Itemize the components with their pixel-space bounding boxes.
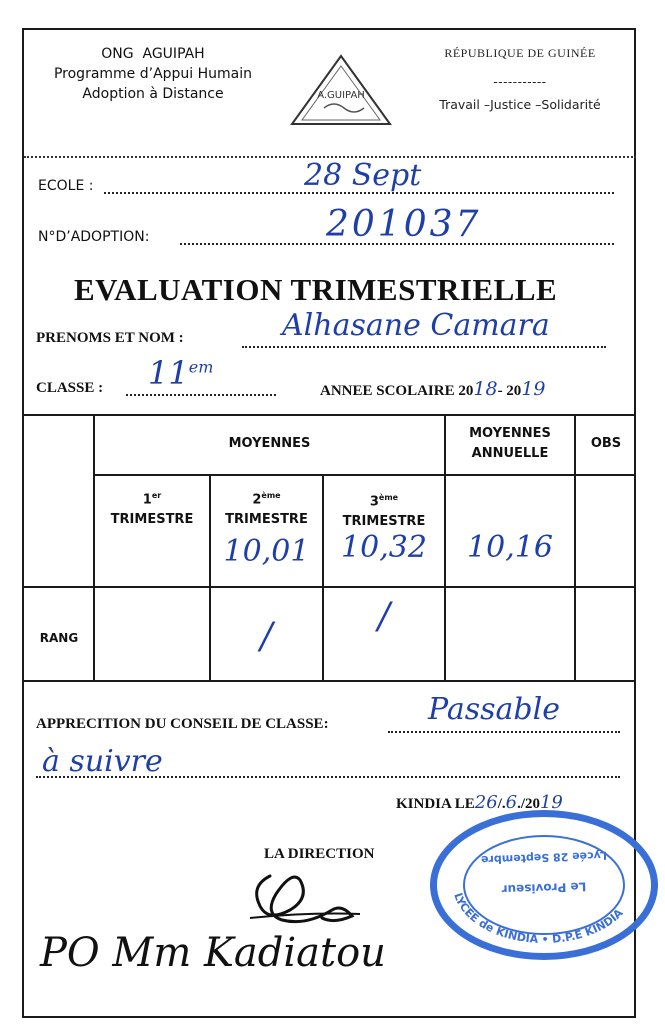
signature-icon — [230, 866, 370, 930]
place-label: KINDIA LE — [396, 796, 475, 812]
org-name: ONG AGUIPAH — [101, 46, 205, 62]
annee-end: 19 — [521, 378, 546, 400]
classe-dotline — [126, 394, 276, 396]
rang-label: RANG — [39, 631, 79, 645]
school-stamp — [430, 810, 658, 960]
stamp-text: A.GUIPAH — [317, 90, 365, 101]
t1-label: TRIMESTRE — [110, 512, 194, 528]
t2-num: 2 — [252, 492, 262, 508]
country-block — [410, 46, 630, 112]
grade-t2: 10,01 — [223, 534, 310, 569]
date-month: 6 — [505, 792, 518, 813]
t1-num: 1 — [142, 492, 152, 508]
direction-label: LA DIRECTION — [264, 846, 375, 862]
rang-t2: / — [260, 616, 273, 657]
header-moyennes: MOYENNES — [228, 436, 311, 451]
country-dashes: ----------- — [493, 75, 547, 89]
appreciation-dotline — [388, 731, 620, 733]
country-motto: Travail –Justice –Solidarité — [439, 97, 601, 112]
header-moyennes-annuelle — [446, 424, 574, 464]
annee-start: 18 — [473, 378, 498, 400]
po-signature-note: PO Mm Kadiatou — [40, 930, 386, 976]
name-dotline — [242, 346, 606, 348]
header-trimestre-3 — [324, 488, 444, 532]
name-label: PRENOMS ET NOM : — [36, 330, 184, 346]
name-value: Alhasane Camara — [282, 308, 550, 343]
date-day: 26 — [474, 792, 498, 813]
triangle-stamp-icon — [288, 52, 394, 128]
rang-t3: / — [377, 596, 391, 637]
grade-t3: 10,32 — [341, 530, 427, 565]
org-adoption: Adoption à Distance — [82, 86, 224, 102]
appreciation-value: Passable — [428, 692, 560, 727]
ecole-value: 28 Sept — [304, 158, 422, 193]
t2-sup: ème — [261, 491, 281, 500]
header-trimestre-1 — [95, 486, 209, 530]
annee-label: ANNEE SCOLAIRE 20 — [320, 383, 474, 399]
t3-sup: ème — [378, 493, 399, 502]
t3-label: TRIMESTRE — [342, 514, 426, 530]
appreciation-line2: à suivre — [42, 744, 163, 779]
header-trimestre-2 — [211, 486, 322, 530]
adoption-label: N°D’ADOPTION: — [38, 229, 150, 245]
stamp-top-text: Lycée 28 Septembre — [480, 848, 608, 867]
org-program: Programme d’Appui Humain — [53, 66, 253, 82]
t2-label: TRIMESTRE — [225, 512, 308, 528]
classe-sup: em — [188, 357, 214, 377]
date-block: KINDIA LE26/.6./2019 — [396, 792, 563, 813]
svg-text:LYCÉE de KINDIA • D.P.E KINDIA — [451, 891, 626, 946]
ecole-label: ECOLE : — [38, 178, 94, 194]
classe-label: CLASSE : — [36, 380, 104, 396]
annee-block — [320, 378, 546, 400]
stamp-middle-text: Le Proviseur — [501, 879, 587, 897]
appreciation-label: APPRECITION DU CONSEIL DE CLASSE: — [36, 716, 329, 732]
header-obs: OBS — [590, 436, 622, 451]
page-title: EVALUATION TRIMESTRIELLE — [74, 272, 558, 307]
header-moyennes-annuelle-line2: ANNUELLE — [471, 446, 549, 461]
date-year-suffix: 19 — [539, 792, 563, 813]
stamp-outer-text: LYCÉE de KINDIA • D.P.E KINDIA — [451, 891, 626, 947]
date-year-prefix: 20 — [524, 796, 540, 812]
t3-num: 3 — [369, 494, 379, 510]
country-name: RÉPUBLIQUE DE GUINÉE — [444, 46, 596, 60]
header-moyennes-annuelle-line1: MOYENNES — [469, 426, 551, 441]
org-block — [28, 44, 278, 104]
classe-value — [148, 354, 213, 392]
annee-mid: - 20 — [497, 383, 522, 399]
grade-annual: 10,16 — [467, 530, 553, 565]
classe-number: 11 — [148, 354, 189, 392]
t1-sup: er — [151, 491, 162, 500]
adoption-value: 201037 — [326, 204, 482, 245]
